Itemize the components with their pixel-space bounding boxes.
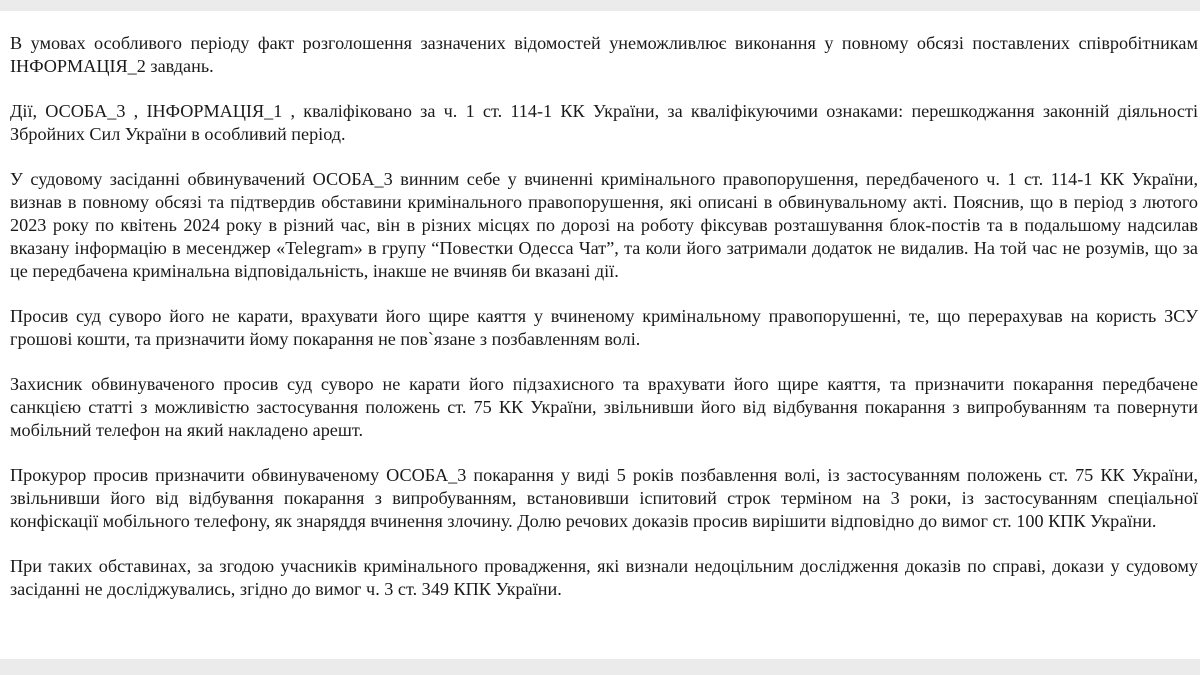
paragraph-6: Прокурор просив призначити обвинуваченому ОСОБА_3 покарання у виді 5 років позбавлення волі, із застосуванням положень ст. 75 КК України, звільнивши його від відбування покарання з випробуванням, встановивши іспитовий строк терміном на 3 роки, із застосуванням спеціальної конфіскації мобільного телефону, як знаряддя вчинення злочину. Долю речових доказів просив вирішити відповідно до вимог ст. 100 КПК України. [10,465,1198,531]
paragraph-2: Дії, ОСОБА_3 , ІНФОРМАЦІЯ_1 , кваліфіковано за ч. 1 ст. 114-1 КК України, за кваліфікуючими ознаками: перешкоджання законній діяльності Збройних Сил України в особливий період. [10,101,1198,144]
paragraph-4: Просив суд суворо його не карати, врахувати його щире каяття у вчиненому кримінальному правопорушенні, те, що перерахував на користь ЗСУ грошові кошти, та призначити йому покарання не пов`язане з позбавленням волі. [10,306,1198,349]
paragraph-7: При таких обставинах, за згодою учасників кримінального провадження, які визнали недоцільним дослідження доказів по справі, докази у судовому засіданні не досліджувались, згідно до вимог ч. 3 ст. 349 КПК України. [10,556,1198,599]
paragraph-1: В умовах особливого періоду факт розголошення зазначених відомостей унеможливлює виконання у повному обсязі поставлених співробітникам ІНФОРМАЦІЯ_2 завдань. [10,33,1198,76]
paragraph-3: У судовому засіданні обвинувачений ОСОБА_3 винним себе у вчиненні кримінального правопорушення, передбаченого ч. 1 ст. 114-1 КК України, визнав в повному обсязі та підтвердив обставини кримінального правопорушення, які описані в обвинувальному акті. Пояснив, що в період з лютого 2023 року по квітень 2024 року в різний час, він в різних місцях по дорозі на роботу фіксував розташування блок-постів та в подальшому надсилав вказану інформацію в месенджер «Telegram» в групу “Повестки Одесса Чат”, та коли його затримали додаток не видалив. На той час не розумів, що за це передбачена кримінальна відповідальність, інакше не вчиняв би вказані дії. [10,169,1198,281]
document-page [0,11,1200,659]
paragraph-5: Захисник обвинуваченого просив суд суворо не карати його підзахисного та врахувати його щире каяття, та призначити покарання передбачене санкцією статті з можливістю застосування положень ст. 75 КК України, звільнивши його від відбування покарання з випробуванням та повернути мобільний телефон на який накладено арешт. [10,374,1198,440]
